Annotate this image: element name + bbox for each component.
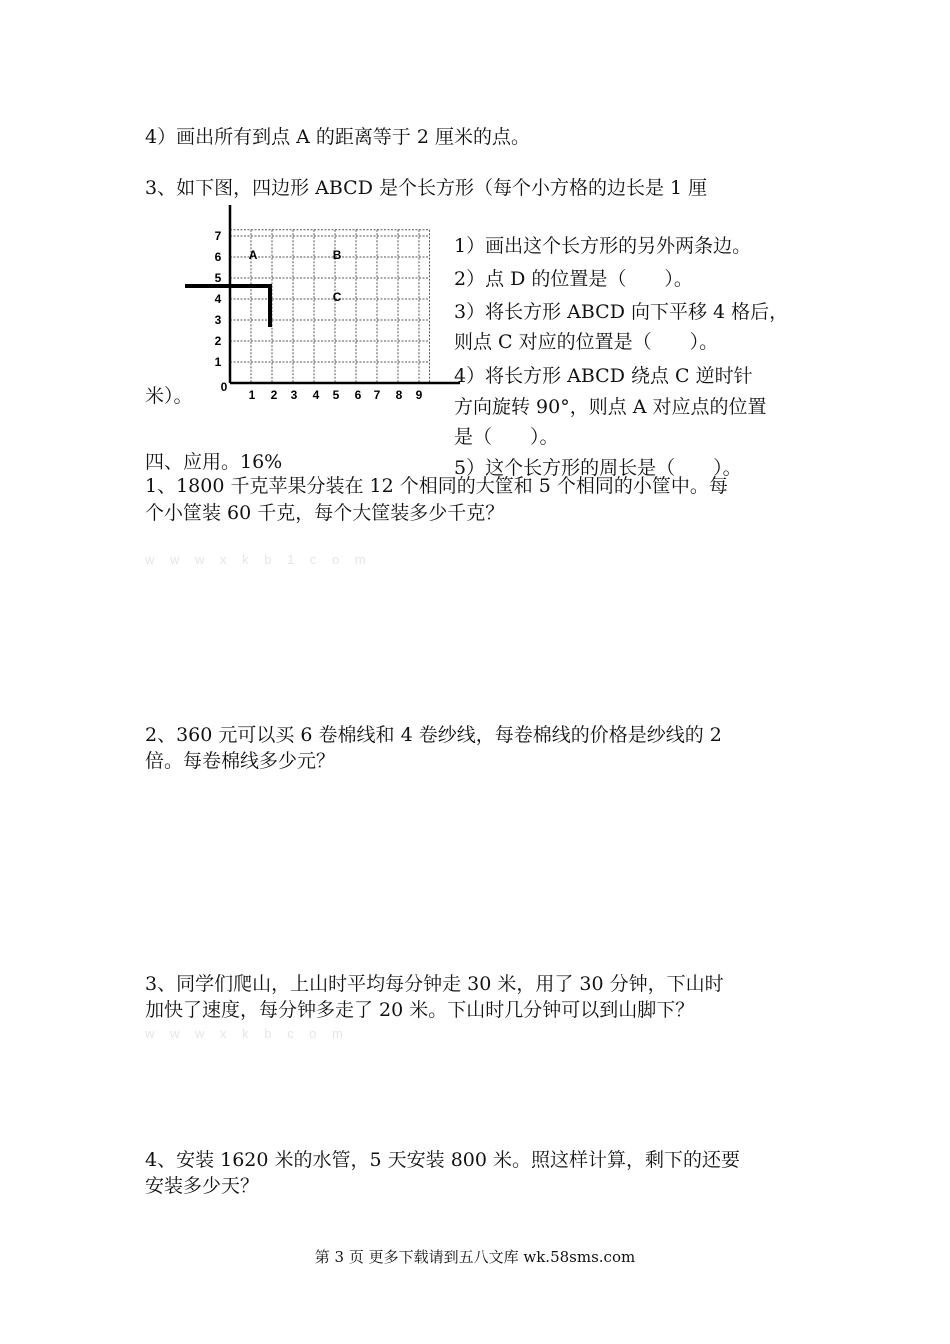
y-tick-label: 4 [214, 292, 222, 306]
x-tick-label: 4 [312, 388, 320, 402]
coordinate-grid [180, 205, 470, 405]
problem-1-line2: 个小筐装 60 千克，每个大筐装多少千克？ [145, 502, 505, 524]
x-tick-label: 0 [220, 380, 228, 394]
y-tick-label: 1 [214, 355, 222, 369]
y-tick-label: 2 [214, 334, 222, 348]
problem-1-line1: 1、1800 千克苹果分装在 12 个相同的大筐和 5 个相同的小筐中。每 [145, 475, 728, 497]
q3-item: 5）这个长方形的周长是（ ）。 [454, 457, 742, 479]
y-tick-label: 7 [214, 229, 222, 243]
x-tick-label: 7 [373, 388, 381, 402]
x-tick-label: 1 [248, 388, 256, 402]
problem-3-line2: 加快了速度，每分钟多走了 20 米。下山时几分钟可以到山脚下？ [145, 999, 695, 1021]
point-label: B [332, 248, 342, 262]
section-title: 四、应用。16% [145, 451, 283, 473]
q3-item: 则点 C 对应的位置是（ ）。 [454, 331, 719, 353]
q3-item: 是（ ）。 [454, 426, 559, 448]
problem-3-line1: 3、同学们爬山，上山时平均每分钟走 30 米，用了 30 分钟，下山时 [145, 973, 724, 995]
x-tick-label: 5 [332, 388, 340, 402]
q3-item: 4）将长方形 ABCD 绕点 C 逆时针 [454, 365, 753, 387]
page-footer: 第 3 页 更多下载请到五八文库 wk.58sms.com [314, 1248, 636, 1266]
watermark: w w w x k b c o m [145, 1026, 349, 1041]
x-tick-label: 6 [354, 388, 362, 402]
question-3-intro: 3、如下图，四边形 ABCD 是个长方形（每个小方格的边长是 1 厘 [145, 177, 708, 199]
q3-item: 方向旋转 90°，则点 A 对应点的位置 [454, 396, 767, 418]
q3-item: 3）将长方形 ABCD 向下平移 4 格后， [454, 301, 789, 323]
x-tick-label: 8 [395, 388, 403, 402]
x-tick-label: 2 [270, 388, 278, 402]
question-3-intro-end: 米）。 [145, 385, 193, 407]
y-tick-label: 3 [214, 313, 222, 327]
problem-2-line2: 倍。每卷棉线多少元？ [145, 750, 336, 772]
x-tick-label: 3 [290, 388, 298, 402]
question-line: 4）画出所有到点 A 的距离等于 2 厘米的点。 [145, 126, 531, 148]
y-tick-label: 6 [214, 250, 222, 264]
watermark: w w w x k b 1 c o m [145, 552, 372, 567]
q3-item: 2）点 D 的位置是（ ）。 [454, 268, 693, 290]
q3-item: 1）画出这个长方形的另外两条边。 [454, 235, 752, 257]
problem-2-line1: 2、360 元可以买 6 卷棉线和 4 卷纱线，每卷棉线的价格是纱线的 2 [145, 724, 722, 746]
point-label: A [248, 248, 258, 262]
point-label: C [332, 290, 342, 304]
problem-4-line2: 安装多少天？ [145, 1175, 260, 1197]
x-tick-label: 9 [415, 388, 423, 402]
grid-lines [230, 230, 430, 383]
problem-4-line1: 4、安装 1620 米的水管，5 天安装 800 米。照这样计算，剩下的还要 [145, 1149, 740, 1171]
y-tick-label: 5 [214, 271, 222, 285]
